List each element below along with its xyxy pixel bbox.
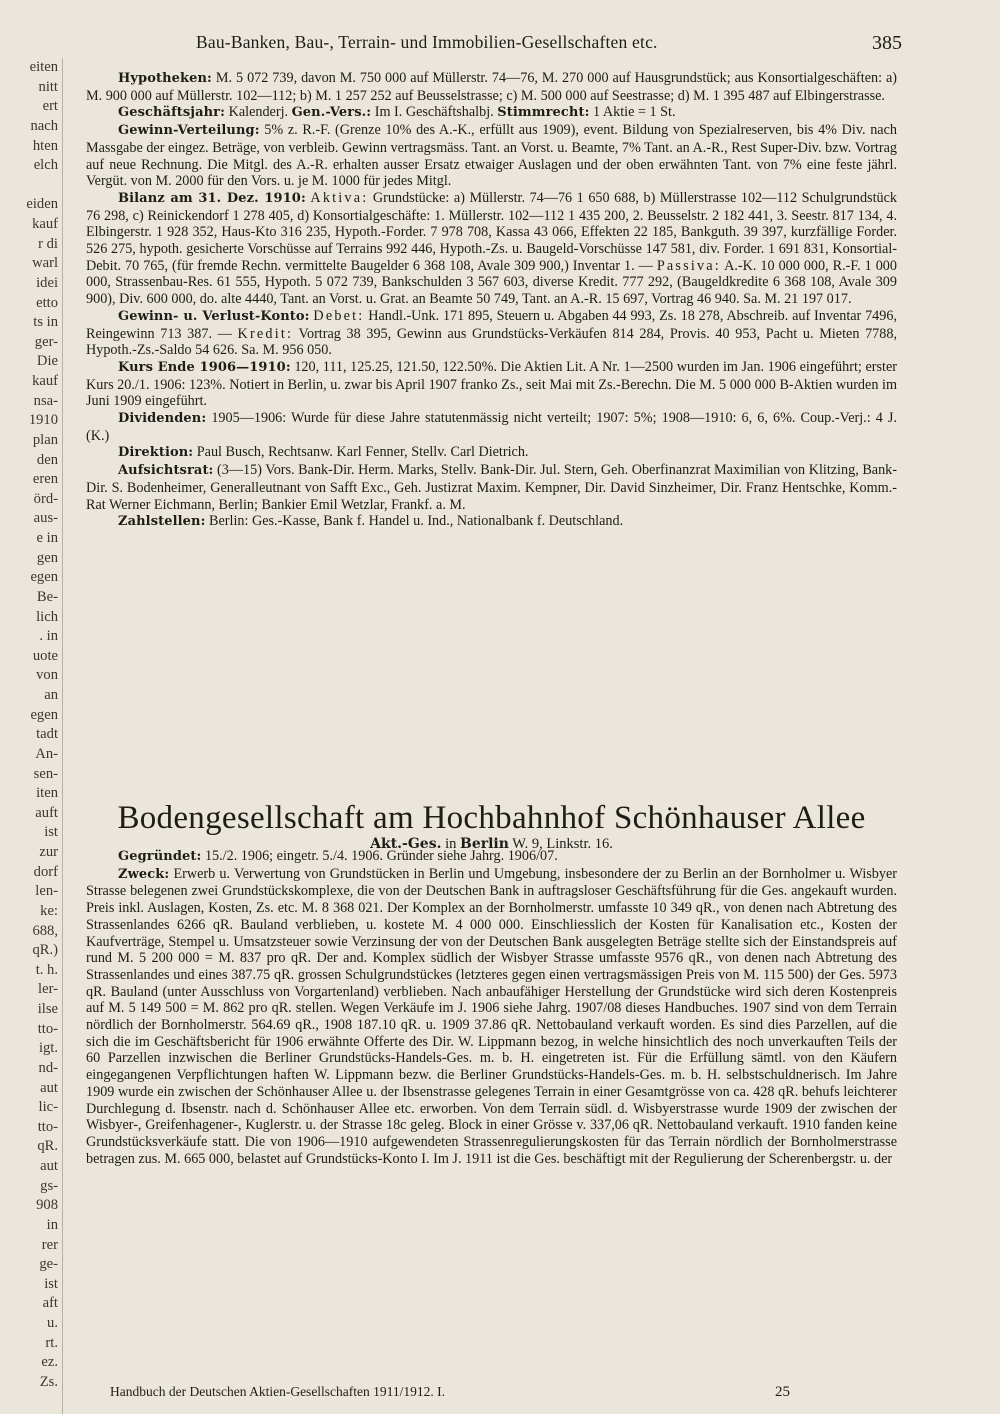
gutter-fragment: elch	[33, 157, 58, 174]
gutter-fragment: ert	[42, 98, 58, 115]
gutter-fragment: gen	[36, 549, 58, 566]
gutter-fragment: nitt	[38, 78, 58, 95]
gutter-fragment: von	[36, 667, 58, 684]
gutter-fragment: nsa-	[33, 392, 58, 409]
gutter-fragment: eiten	[29, 59, 58, 75]
gutter-fragment: zur	[39, 844, 58, 860]
gutter-fragment: ilse	[37, 1001, 58, 1017]
company-subtitle: Akt.-Ges. in Berlin W. 9, Linkstr. 16.	[370, 836, 613, 852]
gutter-fragment: ke:	[40, 902, 58, 919]
gutter-fragment: kauf	[32, 373, 58, 389]
previous-page-gutter	[0, 58, 63, 1414]
gutter-fragment: iten	[36, 785, 58, 802]
gutter-fragment: sen-	[33, 765, 58, 782]
gutter-fragment: eiden	[26, 196, 58, 213]
gutter-fragment: aus-	[33, 510, 58, 527]
gutter-fragment: in	[46, 1216, 58, 1233]
gutter-fragment: ge-	[39, 1256, 58, 1273]
gegruendet-paragraph: Gegründet: 15./2. 1906; eingetr. 5./4. 1906. Gründer siehe Jahrg. 1906/07.	[118, 848, 558, 864]
gutter-fragment: hten	[32, 137, 58, 154]
company-entry-continued	[86, 70, 897, 531]
gutter-fragment: eren	[32, 471, 58, 488]
gutter-fragment: auft	[35, 804, 58, 821]
gutter-fragment: 908	[36, 1197, 58, 1214]
geschaeftsjahr-paragraph: Geschäftsjahr: Kalenderj. Gen.-Vers.: Im I. Geschäftshalbj. Stimmrecht: 1 Aktie = 1 St.	[118, 104, 676, 121]
gutter-fragment: etto	[36, 294, 58, 311]
hypotheken-paragraph: Hypotheken: M. 5 072 739, davon M. 750 000 auf Müllerstr. 74—76, M. 270 000 auf Hausgrundstück; aus Konsortialgeschäften: a) M. 900 000 auf Müllerstr. 102—112; b) M. 1 257 252 auf Beusselstrasse; c) M. 500 000 auf Seestrasse; d) M. 1 395 487 auf Elbingerstrasse.	[86, 70, 897, 104]
running-head: Bau-Banken, Bau-, Terrain- und Immobilien-Gesellschaften etc.	[196, 32, 658, 52]
guv-paragraph: Gewinn- u. Verlust-Konto: Debet: Handl.-Unk. 171 895, Steuern u. Abgaben 44 993, Zs. 18 278, Abschreib. auf Inventar 7496, Reingewinn 713 387. — Kredit: Vortrag 38 395, Gewinn aus Grundstücks-Verkäufen 814 284, Provis. 40 953, Pacht u. Mieten 7788, Hypoth.-Zs.-Saldo 54 626. Sa. M. 956 050.	[86, 307, 898, 359]
gutter-fragment: ts in	[33, 314, 58, 331]
gutter-fragment: Be-	[36, 588, 58, 605]
gutter-fragment	[0, 176, 62, 196]
gutter-fragment: ger-	[34, 333, 58, 350]
gutter-fragment: tto-	[37, 1020, 58, 1037]
gutter-fragment: 688,	[32, 922, 58, 939]
gutter-fragment: u.	[47, 1315, 58, 1331]
gutter-fragment: igt.	[38, 1040, 58, 1057]
zweck-paragraph: Zweck: Erwerb u. Verwertung von Grundstücken in Berlin und Umgebung, insbesondere der zu Berlin an der Bornholmer u. Wisbyer Strasse belegenen zwei Grundstückskomplexe, die von der Deutschen Bank in auftragsloser Geschäftsführung für die Ges. angekauft wurden. Preis inkl. Auslagen, Kosten, Zs. etc. M. 8 368 021. Der Komplex an der Bornholmerstr. umfasste 10 349 qR., von denen nach Abtretung des Strassenlandes 6266 qR. Bauland verblieben, u. kostete M. 4 000 000. Einschliesslich der Kosten für Kanalisation etc., Kosten der Kaufverträge, Stempel u. Umsatzsteuer sowie Verzinsung der von der Deutschen Bank ausgelegten Beträge stellte sich der Einstandspreis auf rund M. 5 200 000 = M. 837 pro qR. Der and. Komplex südlich der Wisbyer Strasse umfasste 9576 qR., von denen nach Abtretung des Strassenlandes und eines 387.75 qR. grossen Schulgrundstückes (letzteres gegen einen vertragsmässigen Preis von M. 115 500) der Ges. 5973 qR. Bauland (unter Ausschluss von Vorgartenland) verblieben. Nach anbaufähiger Herstellung der Grundstücke wird sich deren Kostenpreis auf M. 5 149 500 = M. 862 pro qR. stellen. Wegen Verkäufe im J. 1906 siehe Jahrg. 1907/08 dieses Handbuches. 1907 sind von dem Terrain nördlich der Bornholmerstr. 564.69 qR., 1908 187.10 qR. u. 1909 37.86 qR. Nettobauland verkauft worden. Es sind dies Parzellen, auf die sich die im Geschäftsbericht für 1906 erwähnte Offerte des Dir. W. Lippmann bezog, in welche hinsichtlich des noch unverkauften Teils der 60 Parzellen inzwischen die Berliner Grundstücks-Handels-Ges. m. b. H. eingetreten ist. Für die Erfüllung sämtl. von den Käufern eingegangenen Verpflichtungen haften W. Lippmann bezw. die Berliner Grundstücks-Handels-Ges. m. b. H. selbstschuldnerisch. Im Jahre 1909 wurde ein zwischen der Schönhauser Allee u. der Ibsenstrasse gelegenes Terrain in einer Gesamtgrösse von ca. 428 qR. behufs leichterer Durchlegung d. Ibsenstr. nach d. Schönhauser Allee etc. erworben. Von dem Terrain südl. d. Wisbyerstrasse wurde 1909 der zwischen der Wisbyer-, Greifenhagener-, Kuglerstr. u. der Strasse 18c geleg. Block in einer Grösse v. 337,06 qR. Nettobauland verkauft. 1910 fanden keine Grundstücksverkäufe statt. Die von 1906—1910 aufgewendeten Strassenregulierungskosten für das Terrain nördlich der Bornholmerstrasse betragen zus. M. 665 000, belastet auf Grundstücks-Konto I. Im J. 1911 ist die Ges. beschäftigt mit der Regulierung der Scherenbergstr. u. der	[86, 865, 897, 1167]
gutter-fragment: dorf	[33, 863, 58, 880]
footer-text: Handbuch der Deutschen Aktien-Gesellschaften 1911/1912. I.	[110, 1384, 446, 1399]
aufsichtsrat-paragraph: Aufsichtsrat: (3—15) Vors. Bank-Dir. Herm. Marks, Stellv. Bank-Dir. Jul. Stern, Geh. Oberfinanzrat Maximilian von Klitzing, Bank-Dir. S. Bodenheimer, Generalleutnant von Safft Exc., Geh. Justizrat Maxim. Kempner, Dir. David Sinzheimer, Dir. Franz Hentschke, Komm.-Rat Werner Eichmann, Berlin; Bankier Emil Wetzlar, Frankf. a. M.	[86, 462, 897, 513]
gutter-fragment: t. h.	[35, 961, 58, 978]
gutter-fragment: örd-	[33, 490, 58, 507]
gutter-fragment: aut	[40, 1079, 58, 1096]
gutter-fragment: ist	[44, 824, 58, 841]
gutter-fragment: kauf	[32, 216, 58, 232]
gutter-fragment: aut	[40, 1158, 58, 1174]
gutter-fragment: Zs.	[39, 1373, 58, 1390]
gutter-fragment: ler-	[38, 981, 58, 998]
kurs-paragraph: Kurs Ende 1906—1910: 120, 111, 125.25, 121.50, 122.50%. Die Aktien Lit. A Nr. 1—2500 wurden im Jan. 1906 eingeführt; erster Kurs 20./1. 1906: 123%. Notiert in Berlin, u. zwar bis April 1907 franko Zs., seit Mai mit Zs.-Berechn. Die M. 5 000 000 B-Aktien wurden im Juni 1909 eingeführt.	[86, 358, 897, 410]
gutter-fragment: Die	[36, 353, 58, 370]
gutter-fragment: nd-	[38, 1059, 58, 1076]
zahlstellen-paragraph: Zahlstellen: Berlin: Ges.-Kasse, Bank f. Handel u. Ind., Nationalbank f. Deutschland.	[118, 513, 624, 530]
gutter-fragment: tto-	[37, 1118, 58, 1135]
gutter-fragment: r di	[38, 235, 58, 252]
gutter-fragment: rt.	[45, 1334, 58, 1351]
gutter-fragment: 1910	[28, 412, 58, 429]
gutter-fragment: qR.)	[32, 942, 58, 959]
page-number: 385	[872, 32, 902, 54]
gutter-fragment: aft	[42, 1295, 58, 1312]
gutter-fragment: An-	[35, 745, 58, 762]
dividenden-paragraph: Dividenden: 1905—1906: Wurde für diese Jahre statutenmässig nicht verteilt; 1907: 5%; 1908—1910: 6, 6, 6%. Coup.-Verj.: 4 J. (K.)	[86, 410, 897, 444]
gutter-fragment: plan	[32, 431, 58, 448]
gutter-fragment: an	[44, 687, 58, 703]
gewinn-verteilung-paragraph: Gewinn-Verteilung: 5% z. R.-F. (Grenze 10% des A.-K., erfüllt aus 1909), event. Bildung von Spezialreserven, bis 4% Div. nach Massgabe der eingez. Beträge, von verbleib. Gewinn vertragsmäss. Tant. an Vorst. u. Beamte, 7% Tant. an A.-R., Rest Super-Div. bzw. Vortrag auf neue Rechnung. Die Mitgl. des A.-R. erhalten ausser Ersatz etwaiger Auslagen und der oben erwähnten Tant. von 7% eine feste jährl. Vergüt. von M. 2000 für den Vors. u. je M. 1000 für jedes Mitgl.	[86, 122, 897, 190]
gutter-fragment: rer	[41, 1236, 58, 1253]
bilanz-paragraph: Bilanz am 31. Dez. 1910: Aktiva: Grundstücke: a) Müllerstr. 74—76 1 650 688, b) Müllerstrasse 102—112 Schulgrundstück 76 298, c) Reinickendorf 1 278 405, d) Konsortialgeschäfte: 1. Müllerstr. 102—112 1 435 200, 2. Beusselstr. 2 182 441, 3. Seestr. 817 134, 4. Elbingerstr. 1 928 352, Haus-Kto 316 235, Hypoth.-Forder. 7 978 708, Kassa 43 066, Effekten 22 185, Bankguth. 39 397, kurzfällige Forder. 526 275, hypoth. gesicherte Vorschüsse auf Terrains 992 446, Hypoth.-Zs. u. Baugeld-Vorschüsse 147 581, div. Forder. 1 691 831, Konsortial-Debit. 70 765, (für fremde Rechn. vermittelte Baugelder 6 368 108, Avale 309 900,) Inventar 1. — Passiva: A.-K. 10 000 000, R.-F. 1 000 000, Strassenbau-Res. 61 555, Hypoth. 5 072 739, Bankschulden 3 567 603, diverse Kredit. 777 292, (Baugeldkredite 6 368 108, Avale 309 900), Div. 600 000, do. alte 4440, Tant. an Vorst. u. Grat. an Beamte 50 749, Tant. an A.-R. 15 697, Vortrag 46 940. Sa. M. 21 197 017.	[86, 189, 898, 308]
sheet-number: 25	[775, 1384, 790, 1400]
company-title: Bodengesellschaft am Hochbahnhof Schönhauser Allee	[117, 800, 866, 836]
gutter-fragment: uote	[32, 647, 58, 664]
gutter-fragment: len-	[35, 883, 58, 900]
gutter-fragment: gs-	[40, 1177, 58, 1194]
gutter-fragment: qR.	[37, 1138, 58, 1155]
company-entry-new	[86, 848, 897, 1167]
gutter-fragment: nach	[30, 117, 58, 134]
page-footer	[110, 1384, 890, 1400]
gutter-fragment: den	[36, 451, 58, 468]
gutter-fragment: lich	[36, 608, 58, 625]
direktion-paragraph: Direktion: Paul Busch, Rechtsanw. Karl Fenner, Stellv. Carl Dietrich.	[118, 444, 529, 461]
gutter-fragment: ist	[44, 1275, 58, 1292]
gutter-fragment: egen	[30, 569, 58, 586]
gutter-fragment: lic-	[38, 1099, 58, 1116]
gutter-fragment: ez.	[41, 1354, 58, 1371]
gutter-fragment: idei	[36, 274, 58, 291]
gutter-fragment: egen	[30, 706, 58, 723]
gutter-fragment: e in	[36, 530, 58, 546]
gutter-fragment: tadt	[36, 726, 58, 743]
gutter-fragment: . in	[39, 628, 58, 645]
gutter-fragment: warl	[32, 255, 58, 272]
